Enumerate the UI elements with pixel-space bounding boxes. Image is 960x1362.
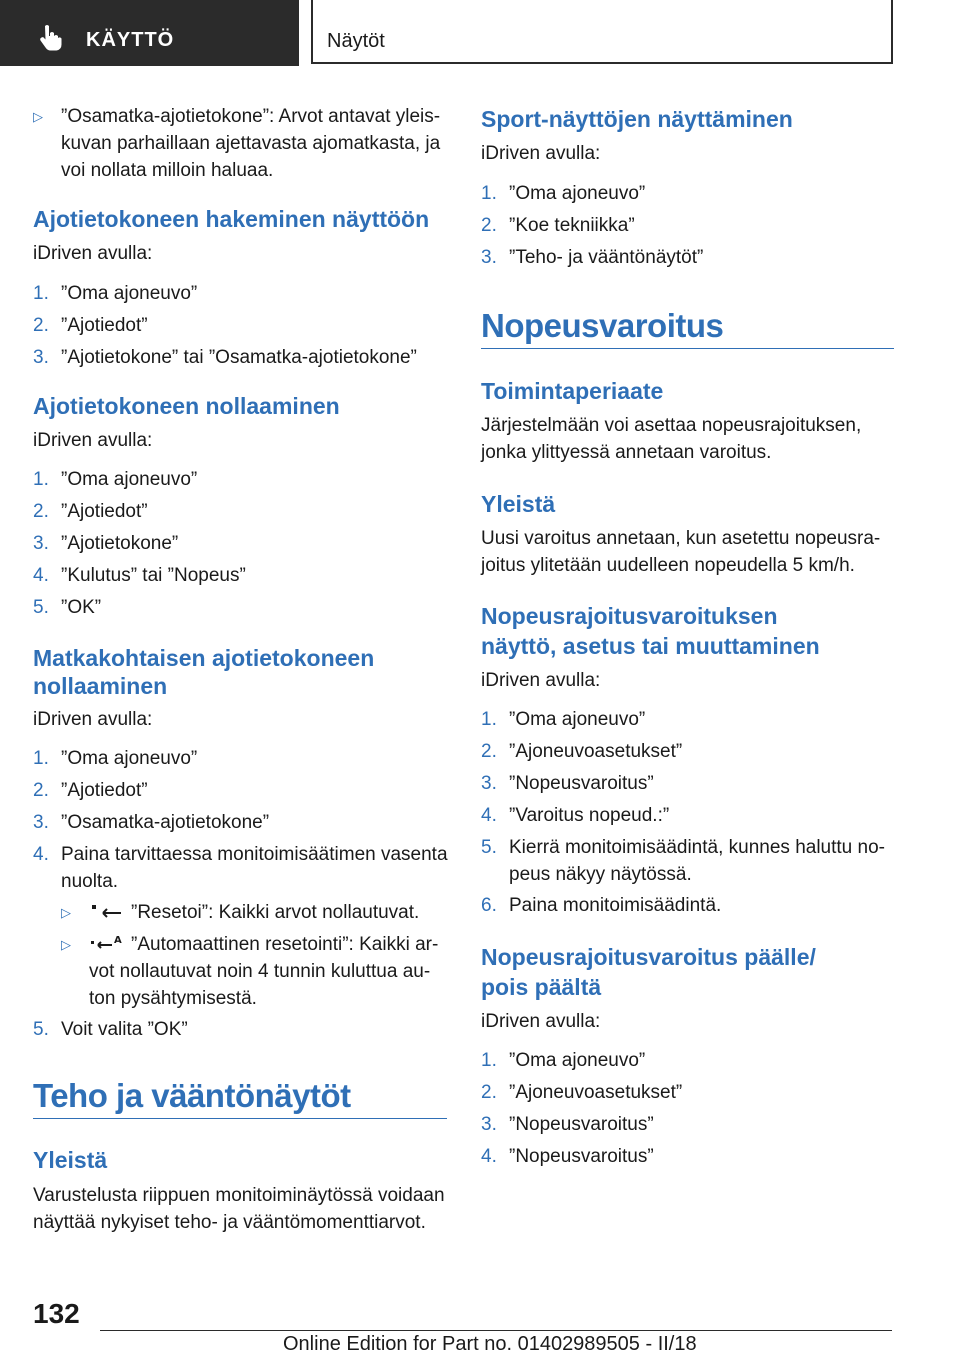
step-item: Kierrä monitoimisäädintä, kunnes haluttu no- bbox=[509, 837, 885, 858]
step-number: 3. bbox=[481, 247, 497, 268]
chapter-header bbox=[311, 0, 893, 64]
sub-bullet-auto-text-3: ton pysähtymisestä. bbox=[89, 988, 257, 1009]
step-item: ”Kulutus” tai ”Nopeus” bbox=[61, 565, 246, 586]
lead-text: iDriven avulla: bbox=[33, 243, 153, 264]
step-number: 3. bbox=[33, 347, 49, 368]
step-item: ”Nopeusvaroitus” bbox=[509, 773, 654, 794]
step-number: 2. bbox=[33, 780, 49, 801]
step-item: ”Oma ajoneuvo” bbox=[509, 183, 646, 204]
step-number: 1. bbox=[33, 748, 49, 769]
section-heading-toggle-1: Nopeusrajoitusvaroitus päälle/ bbox=[481, 944, 816, 970]
step-number: 1. bbox=[33, 469, 49, 490]
hand-pointer-icon bbox=[36, 22, 66, 52]
footer-rule bbox=[100, 1330, 892, 1331]
sub-bullet-auto-text-2: vot nollautuvat noin 4 tunnin kuluttua au- bbox=[89, 961, 431, 982]
section-heading-trip-reset-2: nollaaminen bbox=[33, 673, 168, 699]
reset-arrow-icon bbox=[89, 903, 123, 921]
step-number: 3. bbox=[33, 812, 49, 833]
chapter-rule bbox=[481, 348, 894, 349]
step-item: ”Oma ajoneuvo” bbox=[61, 469, 198, 490]
step-item: Voit valita ”OK” bbox=[61, 1019, 188, 1040]
step-item: ”Ajotiedot” bbox=[61, 780, 148, 801]
step-number: 4. bbox=[481, 805, 497, 826]
step-item: ”Koe tekniikka” bbox=[509, 215, 635, 236]
intro-bullet-line-3: voi nollata milloin haluaa. bbox=[61, 160, 274, 181]
step-number: 4. bbox=[33, 565, 49, 586]
step-number: 1. bbox=[481, 709, 497, 730]
step-number: 1. bbox=[481, 183, 497, 204]
step-number: 3. bbox=[481, 773, 497, 794]
lead-text: iDriven avulla: bbox=[33, 709, 153, 730]
section-heading-setup-1: Nopeusrajoitusvaroituksen bbox=[481, 603, 778, 629]
step-item: ”Oma ajoneuvo” bbox=[509, 1050, 646, 1071]
intro-bullet-line-2: kuvan parhaillaan ajettavasta ajomatkasta, ja bbox=[61, 133, 441, 154]
step-number: 5. bbox=[33, 1019, 49, 1040]
chapter-heading-power: Teho ja vääntönäytöt bbox=[33, 1077, 351, 1114]
section-heading-toggle-2: pois päältä bbox=[481, 974, 602, 1000]
step-item-cont: peus näkyy näytössä. bbox=[509, 864, 692, 885]
step-item: ”Ajoneuvoasetukset” bbox=[509, 741, 683, 762]
lead-text: iDriven avulla: bbox=[481, 670, 601, 691]
body-line-2: joitus ylitetään uudelleen nopeudella 5 km/h. bbox=[481, 555, 855, 576]
page-number: 132 bbox=[33, 1298, 80, 1329]
section-heading-general: Yleistä bbox=[33, 1147, 108, 1173]
body-line-1: Järjestelmään voi asettaa nopeusrajoituksen, bbox=[481, 415, 862, 436]
bullet-marker: ▷ bbox=[61, 905, 71, 920]
step-number: 1. bbox=[33, 283, 49, 304]
step-item: ”Oma ajoneuvo” bbox=[61, 748, 198, 769]
sub-bullet-reset bbox=[89, 899, 419, 926]
section-tab-label: KÄYTTÖ bbox=[86, 29, 175, 51]
step-number: 5. bbox=[33, 597, 49, 618]
sub-bullet-reset-text: ”Resetoi”: Kaikki arvot nollautuvat. bbox=[131, 902, 420, 923]
chapter-heading-speed: Nopeusvaroitus bbox=[481, 307, 724, 344]
step-item: ”Ajotietokone” bbox=[61, 533, 179, 554]
svg-text:A: A bbox=[114, 935, 122, 946]
intro-bullet-line-1: ”Osamatka-ajotietokone”: Arvot antavat yleis- bbox=[61, 106, 441, 127]
step-item-cont: nuolta. bbox=[61, 871, 119, 892]
footer-text: Online Edition for Part no. 01402989505 - II/18 bbox=[283, 1333, 697, 1355]
section-tab[interactable] bbox=[0, 0, 299, 66]
body-line-2: näyttää nykyiset teho- ja vääntömomenttiarvot. bbox=[33, 1212, 426, 1233]
step-item: ”Ajotietokone” tai ”Osamatka-ajotietokone” bbox=[61, 347, 417, 368]
step-number: 4. bbox=[33, 844, 49, 865]
step-item: ”Oma ajoneuvo” bbox=[509, 709, 646, 730]
step-number: 1. bbox=[481, 1050, 497, 1071]
sub-bullet-auto bbox=[89, 931, 438, 958]
step-item: ”Nopeusvaroitus” bbox=[509, 1114, 654, 1135]
step-number: 3. bbox=[33, 533, 49, 554]
section-heading-sport: Sport-näyttöjen näyttäminen bbox=[481, 106, 793, 132]
lead-text: iDriven avulla: bbox=[481, 1011, 601, 1032]
body-line-1: Uusi varoitus annetaan, kun asetettu nopeusra- bbox=[481, 528, 881, 549]
step-item: ”Nopeusvaroitus” bbox=[509, 1146, 654, 1167]
step-number: 5. bbox=[481, 837, 497, 858]
step-item: ”Ajoneuvoasetukset” bbox=[509, 1082, 683, 1103]
auto-reset-icon bbox=[89, 933, 123, 953]
step-item: ”Varoitus nopeud.:” bbox=[509, 805, 670, 826]
step-number: 4. bbox=[481, 1146, 497, 1167]
step-item: ”OK” bbox=[61, 597, 102, 618]
section-heading-reset: Ajotietokoneen nollaaminen bbox=[33, 393, 340, 419]
bullet-marker: ▷ bbox=[33, 109, 43, 124]
step-item: ”Ajotiedot” bbox=[61, 501, 148, 522]
body-line-2: jonka ylittyessä annetaan varoitus. bbox=[481, 442, 772, 463]
bullet-marker: ▷ bbox=[61, 937, 71, 952]
step-item: ”Osamatka-ajotietokone” bbox=[61, 812, 270, 833]
body-line-1: Varustelusta riippuen monitoiminäytössä voidaan bbox=[33, 1185, 445, 1206]
step-item: ”Ajotiedot” bbox=[61, 315, 148, 336]
step-item: Paina monitoimisäädintä. bbox=[509, 895, 722, 916]
step-number: 3. bbox=[481, 1114, 497, 1135]
section-heading-general: Yleistä bbox=[481, 491, 556, 517]
section-heading-trip-reset-1: Matkakohtaisen ajotietokoneen bbox=[33, 645, 375, 671]
chapter-rule bbox=[33, 1118, 447, 1119]
step-number: 6. bbox=[481, 895, 497, 916]
step-item: Paina tarvittaessa monitoimisäätimen vasenta bbox=[61, 844, 448, 865]
step-number: 2. bbox=[33, 501, 49, 522]
sub-bullet-auto-text-1: ”Automaattinen resetointi”: Kaikki ar- bbox=[131, 934, 439, 955]
lead-text: iDriven avulla: bbox=[481, 143, 601, 164]
lead-text: iDriven avulla: bbox=[33, 430, 153, 451]
section-heading-setup-2: näyttö, asetus tai muuttaminen bbox=[481, 633, 820, 659]
step-item: ”Teho- ja vääntönäytöt” bbox=[509, 247, 704, 268]
section-heading-principle: Toimintaperiaate bbox=[481, 378, 664, 404]
step-item: ”Oma ajoneuvo” bbox=[61, 283, 198, 304]
step-number: 2. bbox=[481, 215, 497, 236]
step-number: 2. bbox=[481, 741, 497, 762]
section-heading-fetch: Ajotietokoneen hakeminen näyttöön bbox=[33, 206, 430, 232]
step-number: 2. bbox=[33, 315, 49, 336]
step-number: 2. bbox=[481, 1082, 497, 1103]
chapter-title: Näytöt bbox=[327, 30, 385, 52]
